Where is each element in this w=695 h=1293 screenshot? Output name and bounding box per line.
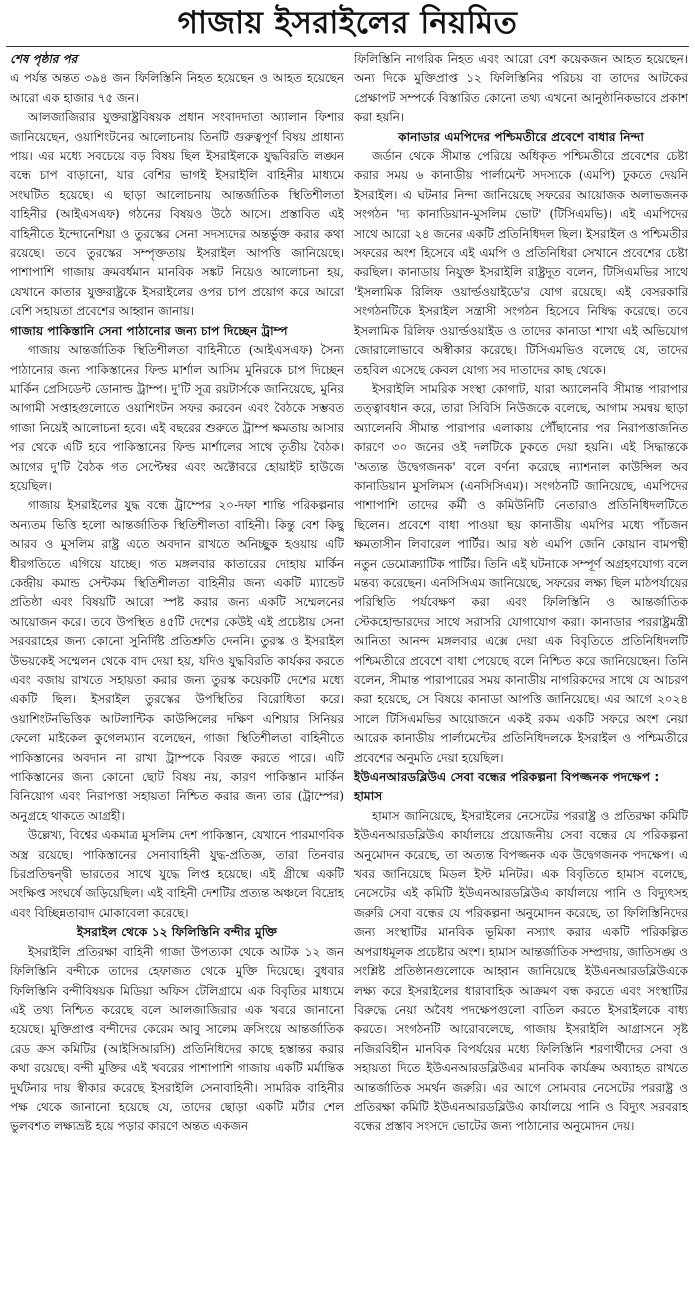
paragraph: ইসরাইলি সামরিক সংস্থা কোগাট, যারা অ্যালেনবি সীমান্ত পারাপার তত্ত্বাবধান করে, তারা সিবিসি নিউজকে বলেছে, আগাম সমন্বয় ছাড়া অ্যালেনবি সীমান্ত পারাপার এলাকায় পৌঁছানোর পর নিরাপত্তাজনিত কারণে ৩০ জনের ওই দলটিকে ঢুকতে দেয়া হয়নি। এই সিদ্ধান্তকে 'অত্যন্ত উদ্বেগজনক' বলে বর্ণনা করেছে ন্যাশনাল কাউন্সিল অব কানাডিয়ান মুসলিমস (এনসিসিএম)। সংগঠনটি জানিয়েছে, এমপিদের পাশাপাশি তাদের কর্মী ও কমিউনিটি নেতারাও প্রতিনিধিদলটিতে ছিলেন। প্রবেশে বাধা পাওয়া ছয় কানাডীয় এমপির মধ্যে পাঁচজন ক্ষমতাসীন লিবারেল পার্টির। আর ষষ্ঠ এমপি জেনি কোয়ান বামপন্থী নতুন ডেমোক্র্যাটিক পার্টির। তিনি এই ঘটনাকে সম্পূর্ণ অগ্রহণযোগ্য বলে মন্তব্য করেছেন। এনসিসিএম জানিয়েছে, সফরের লক্ষ্য ছিল মাঠপর্যায়ের পরিস্থিতি পর্যবেক্ষণ করা এবং ফিলিস্তিনি ও আন্তর্জাতিক স্টেকহোল্ডারদের সাথে সরাসরি যোগাযোগ করা। কানাডার পররাষ্ট্রমন্ত্রী আনিতা আনন্দ মঙ্গলবার এক্সে দেয়া এক বিবৃতিতে প্রতিনিধিদলটি পশ্চিমতীরে প্রবেশে বাধা পেয়েছে বলে নিশ্চিত করে জানিয়েছেন। তিনি বলেন, সীমান্ত পারাপারের সময় কানাডীয় নাগরিকদের সাথে যে আচরণ করা হয়েছে, সে বিষয়ে কানাডা আপত্তি জানিয়েছে। এর আগে ২০২৪ সালে টিসিএমভির আয়োজনে একই রকম একটি সফরে অংশ নেয়া আরেক কানাডীয় পার্লামেন্টের প্রতিনিধিদলকে ইসরাইল ও পশ্চিমতীরে প্রবেশের অনুমতি দেয়া হয়েছিল। (354, 381, 688, 765)
subheading-unrwa: ইউএনআরডব্লিউএ সেবা বন্ধের পরিকল্পনা বিপজ্জনক পদক্ষেপ : হামাস (354, 770, 660, 804)
paragraph: ইসরাইলি প্রতিরক্ষা বাহিনী গাজা উপত্যকা থেকে আটক ১২ জন ফিলিস্তিনি বন্দীকে তাদের হেফাজত থেকে মুক্তি দিয়েছে। বুধবার ফিলিস্তিনি বন্দীবিষয়ক মিডিয়া অফিস টেলিগ্রামে এক বিবৃতির মাধ্যমে এই তথ্য নিশ্চিত করেছে বলে আলজাজিরার এক খবরে জানানো হয়েছে। মুক্তিপ্রাপ্ত বন্দীদের কেরেম আবু সালেম ক্রসিংয়ে আন্তর্জাতিক রেড ক্রস কমিটির (আইসিআরসি) প্রতিনিধিদের কাছে হস্তান্তর করার কথা রয়েছে। বন্দী মুক্তির এই খবরের পাশাপাশি গাজায় একটি মর্মান্তিক দুর্ঘটনার দায় স্বীকার করেছে ইসরাইলি সেনাবাহিনী। সামরিক বাহিনীর পক্ষ থেকে জানানো হয়েছে যে, তাদের ছোড়া একটি মর্টার শেল ভুলবশত লক্ষ্যভ্রষ্ট হয়ে পড়ার কারণে অন্তত একজন (10, 944, 344, 1134)
column-left (10, 50, 344, 1290)
paragraph: জর্ডান থেকে সীমান্ত পেরিয়ে অধিকৃত পশ্চিমতীরে প্রবেশের চেষ্টা করার সময় ৬ কানাডীয় পার্লামেন্ট সদস্যকে (এমপি) ঢুকতে দেয়নি ইসরাইল। এ ঘটনার নিন্দা জানিয়েছে সফরের আয়োজক অলাভজনক সংগঠন 'দ্য কানাডিয়ান-মুসলিম ভোট' (টিসিএমভি)। এই এমপিদের সাথে আরো ২৪ জনের একটি প্রতিনিধিদল ছিল। ইসরাইল ও পশ্চিমতীর সফরের অংশ হিসেবে এই এমপি ও প্রতিনিধিরা সেখানে প্রবেশের চেষ্টা করছিল। কানাডায় নিযুক্ত ইসরাইলি রাষ্ট্রদূত বলেন, টিসিএমভির সাথে 'ইসলামিক রিলিফ ওয়ার্ল্ডওয়াইডে'র যোগ রয়েছে। এই বেসরকারি সংগঠনটিকে ইসরাইল সন্ত্রাসী সংগঠন হিসেবে নিষিদ্ধ করেছে। তবে ইসলামিক রিলিফ ওয়ার্ল্ডওয়াইড ও তাদের কানাডা শাখা এই অভিযোগ জোরালোভাবে অস্বীকার করেছে। টিসিএমভিও বলেছে যে, তাদের তহবিল এসেছে কেবল যোগ্য সব দাতাদের কাছ থেকে। (354, 149, 688, 377)
headline: গাজায় ইসরাইলের নিয়মিত (177, 5, 518, 41)
headline-rule (6, 46, 689, 47)
subheading-pakistan-troops: গাজায় পাকিস্তানি সেনা পাঠানোর জন্য চাপ দিচ্ছেন ট্রাম্প (10, 323, 288, 338)
paragraph: ফিলিস্তিনি নাগরিক নিহত এবং আরো বেশ কয়েকজন আহত হয়েছেন। অন্য দিকে মুক্তিপ্রাপ্ত ১২ ফিলিস্তিনির পরিচয় বা তাদের আটকের প্রেক্ষাপট সম্পর্কে বিস্তারিত কোনো তথ্য এখনো আনুষ্ঠানিকভাবে প্রকাশ করা হয়নি। (354, 52, 688, 125)
subheading-prisoner-release: ইসরাইল থেকে ১২ ফিলিস্তিনি বন্দীর মুক্তি (76, 925, 278, 940)
paragraph: এ পর্যন্ত অন্তত ৩৯৪ জন ফিলিস্তিনি নিহত হয়েছেন ও আহত হয়েছেন আরো এক হাজার ৭৫ জন। (10, 71, 344, 105)
subheading-canada-mps: কানাডার এমপিদের পশ্চিমতীরে প্রবেশে বাধার নিন্দা (398, 129, 644, 144)
paragraph: উল্লেখ্য, বিশ্বের একমাত্র মুসলিম দেশ পাকিস্তান, যেখানে পারমাণবিক অস্ত্র রয়েছে। পাকিস্তানের সেনাবাহিনী যুদ্ধ-প্রতিজ্ঞ, তারা তিনবার চিরপ্রতিদ্বন্দ্বী ভারতের সাথে যুদ্ধে লিপ্ত হয়েছে। এই গ্রীষ্মে একটি সংক্ষিপ্ত সংঘর্ষে জড়িয়েছিল। এই বাহিনী দেশটির প্রত্যন্ত অঞ্চলে বিদ্রোহ এবং বিচ্ছিন্নতাবাদ মোকাবেলা করেছে। (10, 828, 344, 920)
paragraph: গাজায় আন্তর্জাতিক স্থিতিশীলতা বাহিনীতে (আইএসএফ) সৈন্য পাঠানোর জন্য পাকিস্তানের ফিল্ড মার্শাল আসিম মুনিরকে চাপ দিচ্ছেন মার্কিন প্রেসিডেন্ট ডোনাল্ড ট্রাম্প। দু'টি সূত্র রয়টার্সকে জানিয়েছে, মুনির আগামী সপ্তাহগুলোতে ওয়াশিংটন সফর করবেন এবং বৈঠকে সম্ভবত গাজা নিয়েই আলোচনা হবে। এই বছরের শুরুতে ট্রাম্প ক্ষমতায় আসার পর থেকে এটি হবে পাকিস্তানের ফিল্ড মার্শালের সাথে তৃতীয় বৈঠক। আগের দু'টি বৈঠক গত সেপ্টেম্বর এবং অক্টোবরে হোয়াইট হাউজে হয়েছিল। (10, 343, 344, 493)
paragraph: আলজাজিরার যুক্তরাষ্ট্রবিষয়ক প্রধান সংবাদদাতা অ্যালান ফিশার জানিয়েছেন, ওয়াশিংটনের আলোচনায় তিনটি গুরুত্বপূর্ণ বিষয় প্রাধান্য পায়। এর মধ্যে সবচেয়ে বড় বিষয় ছিল ইসরাইলকে যুদ্ধবিরতি লঙ্ঘন বন্ধে চাপ বাড়ানো, যার বেশির ভাগই ইসরাইলি বাহিনীর মাধ্যমে সংঘটিত হয়েছে। এ ছাড়া আলোচনায় আন্তর্জাতিক স্থিতিশীলতা বাহিনীর (আইএসএফ) গঠনের বিষয়ও উঠে আসে। প্রস্তাবিত এই বাহিনীতে ইন্দোনেশিয়া ও তুরস্কের সেনা সদস্যদের অন্তর্ভুক্ত করার কথা রয়েছে। তবে তুরস্কের সম্পৃক্ততায় ইসরাইল আপত্তি জানিয়েছে। পাশাপাশি গাজায় ক্রমবর্ধমান মানবিক সঙ্কট নিয়েও আলোচনা হয়, যেখানে কাতার যুক্তরাষ্ট্রকে ইসরাইলের ওপর চাপ প্রয়োগ করে আরো বেশি সহায়তা প্রবেশের আহ্বান জানায়। (10, 110, 344, 319)
article-columns (10, 50, 688, 1290)
continued-label: শেষ পৃষ্ঠার পর (10, 52, 78, 66)
paragraph: গাজায় ইসরাইলের যুদ্ধ বন্ধে ট্রাম্পের ২০-দফা শান্তি পরিকল্পনার অন্যতম ভিত্তি হলো আন্তর্জাতিক স্থিতিশীলতা বাহিনী। কিন্তু বেশ কিছু আরব ও মুসলিম রাষ্ট্র এতে অবদান রাখতে অনিচ্ছুক হওয়ায় এটি ধীরগতিতে এগিয়ে যাচ্ছে। গত মঙ্গলবার কাতারের দোহায় মার্কিন কেন্দ্রীয় কমান্ড সেন্টকম স্থিতিশীলতা বাহিনীর জন্য একটি ম্যান্ডেট প্রতিষ্ঠা এবং বিষয়টি আরো স্পষ্ট করার জন্য একটি সম্মেলনের আয়োজন করে। তবে উপস্থিত ৪৫টি দেশের কেউই এই প্রচেষ্টায় সেনা সরবরাহের জন্য কোনো সুনির্দিষ্ট প্রতিশ্রুতি দেননি। তুরস্ক ও ইসরাইল উভয়কেই সম্মেলন থেকে বাদ দেয়া হয়, যদিও যুদ্ধবিরতি কার্যকর করতে এবং বজায় রাখতে সহায়তা করার জন্য তুরস্ক কয়েকটি দেশের মধ্যে একটি ছিল। ইসরাইল তুরস্কের উপস্থিতির বিরোধিতা করে। ওয়াশিংটনভিত্তিক আটলান্টিক কাউন্সিলের দক্ষিণ এশিয়ার সিনিয়র ফেলো মাইকেল কুগেলম্যান বলেছেন, গাজা স্থিতিশীলতা বাহিনীতে পাকিস্তানের অবদান না রাখা ট্রাম্পকে বিরক্ত করতে পারে। এটি পাকিস্তানের জন্য কোনো ছোট বিষয় নয়, কারণ পাকিস্তান মার্কিন বিনিয়োগ এবং নিরাপত্তা সহায়তা নিশ্চিত করার জন্য তার (ট্রাম্পের) অনুগ্রহে থাকতে আগ্রহী। (10, 498, 344, 823)
paragraph: হামাস জানিয়েছে, ইসরাইলের নেসেটের পররাষ্ট্র ও প্রতিরক্ষা কমিটি ইউএনআরডব্লিউএ কার্যালয়ে প্রয়োজনীয় সেবা বন্ধের যে পরিকল্পনা অনুমোদন করেছে, তা অত্যন্ত বিপজ্জনক এক উদ্বেগজনক পদক্ষেপ। এ খবর জানিয়েছে মিডল ইস্ট মনিটর। এক বিবৃতিতে হামাস বলেছে, নেসেটের এই কমিটি ইউএনআরডব্লিউএ কার্যালয়ে পানি ও বিদ্যুৎসহ জরুরি সেবা বন্ধের যে পরিকল্পনা অনুমোদন করেছে, তা ফিলিস্তিনিদের জন্য সংস্থাটির মানবিক ভূমিকা নস্যাৎ করার একটি পরিকল্পিত অপরাধমূলক প্রচেষ্টার অংশ। হামাস আন্তর্জাতিক সম্প্রদায়, জাতিসঙ্ঘ ও সংশ্লিষ্ট প্রতিষ্ঠানগুলোকে আহ্বান জানিয়েছে ইউএনআরডব্লিউএকে লক্ষ্য করে ইসরাইলের ধারাবাহিক আক্রমণ বন্ধ করতে এবং সংস্থাটির বিরুদ্ধে নেয়া অবৈধ পদক্ষেপগুলো বাতিল করতে ইসরাইলকে বাধ্য করতে। সংগঠনটি আরোবলেছে, গাজায় ইসরাইলি আগ্রাসনে সৃষ্ট নজিরবিহীন মানবিক বিপর্যয়ের মধ্যে ফিলিস্তিনি শরণার্থীদের সেবা ও সহায়তা দিতে ইউএনআরডব্লিউএর মানবিক কার্যক্রম অব্যাহত রাখতে আন্তর্জাতিক সমর্থন জরুরি। এর আগে সোমবার নেসেটের পররাষ্ট্র ও প্রতিরক্ষা কমিটি ইউএনআরডব্লিউএ কার্যালয়ে পানি ও বিদ্যুৎ সরবরাহ বন্ধের প্রস্তাব সংসদে ভোটের জন্য পাঠানোর অনুমোদন দেয়। (354, 808, 688, 1134)
column-right (354, 50, 688, 1290)
